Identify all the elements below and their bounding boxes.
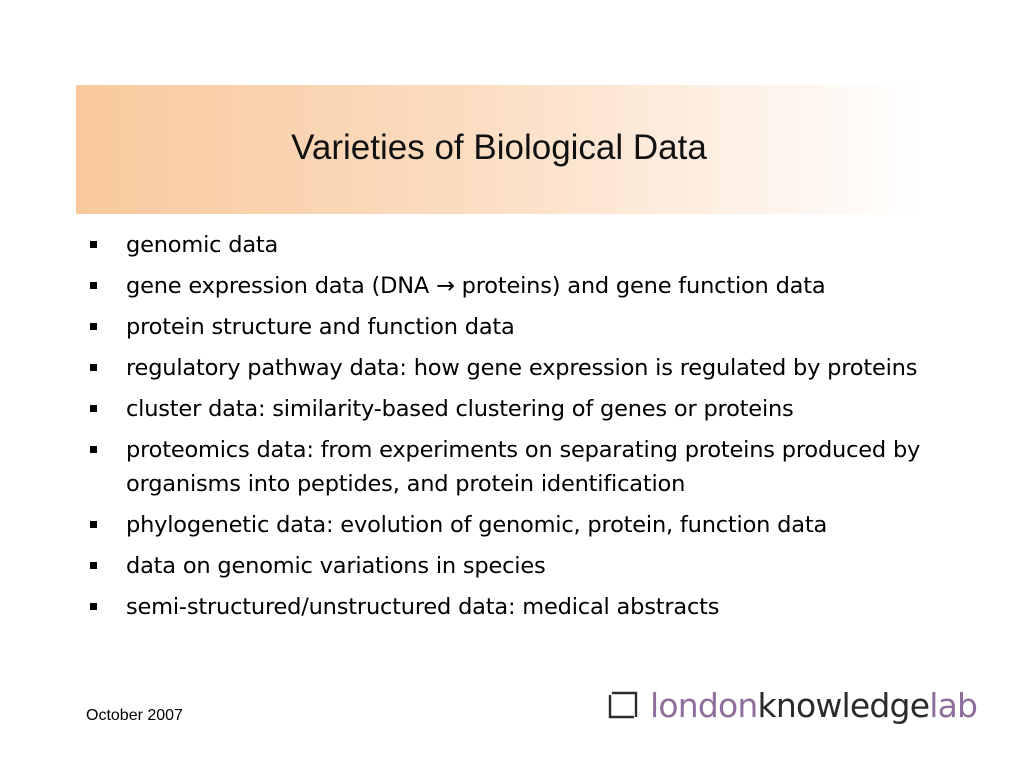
bullet-item xyxy=(86,433,966,501)
london-knowledge-lab-logo xyxy=(608,684,1008,728)
square-bullet-icon xyxy=(90,364,97,371)
bullet-item xyxy=(86,351,966,385)
bullet-text: protein structure and function data xyxy=(126,314,515,340)
bullet-text: regulatory pathway data: how gene expression is regulated by proteins xyxy=(126,355,918,381)
logo-text-london: london xyxy=(650,686,758,725)
bullet-item xyxy=(86,508,966,542)
title-band xyxy=(76,85,922,214)
open-square-icon xyxy=(608,690,638,720)
square-bullet-icon xyxy=(90,405,97,412)
footer-date: October 2007 xyxy=(86,707,183,724)
bullet-text: gene expression data (DNA → proteins) and gene function data xyxy=(126,273,826,299)
bullet-item xyxy=(86,228,966,262)
bullet-item xyxy=(86,269,966,303)
logo-text-knowledge: knowledge xyxy=(757,686,930,725)
square-bullet-icon xyxy=(90,603,97,610)
bullet-list xyxy=(86,228,966,631)
bullet-text: semi-structured/unstructured data: medical abstracts xyxy=(126,594,720,620)
square-bullet-icon xyxy=(90,562,97,569)
bullet-item xyxy=(86,392,966,426)
bullet-text: data on genomic variations in species xyxy=(126,553,546,579)
bullet-text: cluster data: similarity-based clustering of genes or proteins xyxy=(126,396,794,422)
bullet-text: proteomics data: from experiments on separating proteins produced by organisms into peptides, and protein identification xyxy=(126,437,921,497)
square-bullet-icon xyxy=(90,521,97,528)
square-bullet-icon xyxy=(90,323,97,330)
bullet-item xyxy=(86,590,966,624)
square-bullet-icon xyxy=(90,241,97,248)
logo-text-lab: lab xyxy=(929,686,978,725)
slide-title: Varieties of Biological Data xyxy=(291,128,707,167)
bullet-text: genomic data xyxy=(126,232,279,258)
bullet-item xyxy=(86,549,966,583)
logo-wordmark xyxy=(650,684,977,728)
bullet-item xyxy=(86,310,966,344)
square-bullet-icon xyxy=(90,282,97,289)
square-bullet-icon xyxy=(90,446,97,453)
bullet-text: phylogenetic data: evolution of genomic, protein, function data xyxy=(126,512,828,538)
